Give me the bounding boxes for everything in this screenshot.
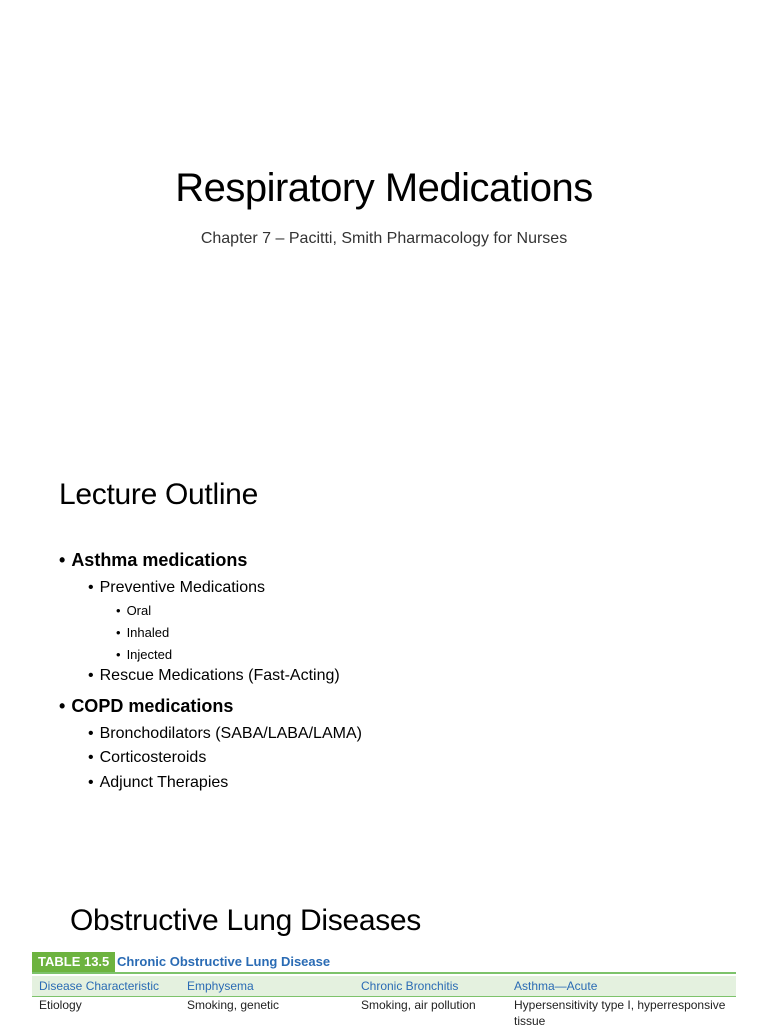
bullet-icon: •: [116, 647, 121, 662]
bullet-icon: •: [59, 550, 66, 570]
bullet-icon: •: [116, 603, 121, 618]
outline-subitem-oral: • Oral: [116, 603, 152, 618]
outline-title: Lecture Outline: [59, 478, 258, 511]
bullet-icon: •: [88, 749, 94, 766]
table-cell: Smoking, genetic: [187, 998, 280, 1012]
table-number-label: TABLE 13.5: [32, 952, 115, 972]
slide-subtitle: Chapter 7 – Pacitti, Smith Pharmacology for Nurses: [200, 230, 568, 247]
outline-item-copd: • COPD medications: [59, 696, 234, 716]
table-cell: Hypersensitivity type I, hyperresponsive tissue: [514, 998, 726, 1028]
bullet-icon: •: [88, 774, 94, 791]
outline-item-rescue: • Rescue Medications (Fast-Acting): [88, 667, 340, 684]
table-cell: Smoking, air pollution: [361, 998, 476, 1012]
bullet-icon: •: [116, 625, 121, 640]
outline-item-adjunct: • Adjunct Therapies: [88, 774, 229, 791]
outline-subitem-injected: • Injected: [116, 647, 173, 662]
table-row: [32, 997, 736, 1027]
bullet-icon: •: [59, 696, 66, 716]
outline-subitem-inhaled: • Inhaled: [116, 625, 170, 640]
outline-item-asthma: • Asthma medications: [59, 550, 248, 570]
table-cell: Etiology: [39, 998, 82, 1012]
bullet-icon: •: [88, 725, 94, 742]
outline-item-corticosteroids: • Corticosteroids: [88, 749, 207, 766]
bullet-icon: •: [88, 579, 94, 596]
table-header-cell: Emphysema: [187, 979, 254, 993]
outline-item-preventive: • Preventive Medications: [88, 579, 266, 596]
outline-item-bronchodilators: • Bronchodilators (SABA/LABA/LAMA): [88, 725, 362, 742]
slide-title: Respiratory Medications: [175, 166, 593, 210]
table-header-cell: Disease Characteristic: [39, 979, 160, 993]
table-header-row: [32, 976, 736, 997]
lung-diseases-title: Obstructive Lung Diseases: [70, 904, 422, 937]
table-header-cell: Chronic Bronchitis: [361, 979, 459, 993]
title-slide: [0, 0, 768, 432]
table-caption: Chronic Obstructive Lung Disease: [117, 954, 331, 969]
bullet-icon: •: [88, 667, 94, 684]
table-header-cell: Asthma—Acute: [514, 979, 598, 993]
